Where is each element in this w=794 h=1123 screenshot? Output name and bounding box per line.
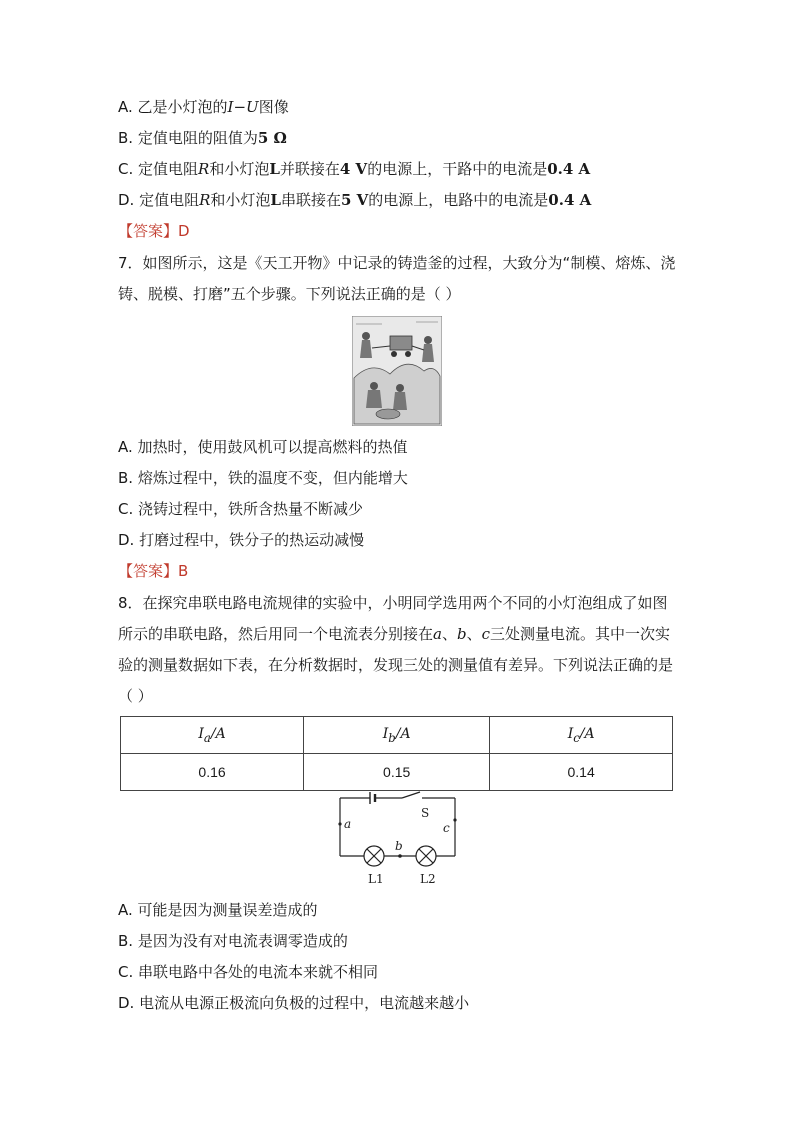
table-header-row	[121, 717, 673, 754]
point-a-dot	[338, 822, 341, 825]
ancient-casting-illustration	[352, 316, 442, 426]
q6-option-b-unit: 5 Ω	[257, 129, 287, 147]
q7-option-c: C. 浇铸过程中，铁所含热量不断减少	[118, 500, 364, 518]
q6-option-d-v: 5 V	[340, 191, 369, 209]
series-circuit-diagram	[330, 790, 465, 894]
q6-option-d-r: R	[199, 191, 211, 209]
value-ib: 0.15	[304, 754, 490, 791]
point-b-dot	[398, 854, 402, 858]
q8-option-d: D. 电流从电源正极流向负极的过程中，电流越来越小	[118, 994, 470, 1012]
value-ic: 0.14	[490, 754, 673, 791]
q6-option-c-v: 4 V	[339, 160, 368, 178]
header-ia: $I_a/A$	[121, 717, 304, 754]
q6-option-d-i: 0.4 A	[548, 191, 592, 209]
q6-option-c-l: L	[269, 160, 280, 178]
q6-option-c-mid2: 并联接在	[279, 160, 340, 178]
q6-option-c-mid1: 和小灯泡	[209, 160, 270, 178]
current-data-table	[120, 716, 673, 791]
q8-point-b: b	[456, 625, 467, 643]
value-ia: 0.16	[121, 754, 304, 791]
q7-option-b: B. 熔炼过程中，铁的温度不变，但内能增大	[118, 469, 408, 487]
label-switch: S	[421, 806, 430, 820]
label-l1: L1	[368, 872, 384, 886]
q6-option-b	[118, 128, 287, 148]
q8-option-a: A. 可能是因为测量误差造成的	[118, 901, 318, 919]
q8-option-b: B. 是因为没有对电流表调零造成的	[118, 932, 348, 950]
label-a: a	[344, 817, 352, 831]
q6-option-d	[118, 190, 591, 210]
q6-option-d-text: D. 定值电阻	[118, 191, 200, 209]
header-ib: $I_b/A$	[304, 717, 490, 754]
q6-option-b-text: B. 定值电阻的阻值为	[118, 129, 258, 147]
label-l2: L2	[420, 872, 436, 886]
q6-option-a-suffix: 图像	[258, 98, 289, 116]
q6-option-c	[118, 159, 590, 179]
q8-stem-part2: 三处测量电流。其中一次实验的测量数据如下表，在分析数据时，发现三处的测量值有差异。下列说法正确的是（ ）	[118, 625, 674, 705]
point-c-dot	[453, 818, 456, 821]
label-c: c	[443, 821, 450, 835]
q7-option-a: A. 加热时，使用鼓风机可以提高燃料的热值	[118, 438, 408, 456]
q6-option-c-r: R	[198, 160, 210, 178]
q6-option-d-mid3: 的电源上，电路中的电流是	[368, 191, 549, 209]
q7-stem: 7．如图所示，这是《天工开物》中记录的铸造釜的过程，大致分为“制模、熔炼、浇铸、脱模、打磨”五个步骤。下列说法正确的是（ ）	[118, 254, 676, 303]
q8-stem: 8．在探究串联电路电流规律的实验中，小明同学选用两个不同的小灯泡组成了如图所示的串联电路，然后用同一个电流表分别接在a、b、c三处测量电流。其中一次实验的测量数据如下表，在分析数据时，发现三处的测量值有差异。下列说法正确的是（ ）	[118, 594, 674, 705]
q8-option-c: C. 串联电路中各处的电流本来就不相同	[118, 963, 379, 981]
q6-option-c-text: C. 定值电阻	[118, 160, 199, 178]
q8-stem-part1: 8．在探究串联电路电流规律的实验中，小明同学选用两个不同的小灯泡组成了如图所示的串联电路，然后用同一个电流表分别接在	[118, 594, 668, 643]
header-ic: $I_c/A$	[490, 717, 673, 754]
q7-option-d: D. 打磨过程中，铁分子的热运动减慢	[118, 531, 365, 549]
q6-option-d-mid1: 和小灯泡	[210, 191, 271, 209]
q6-answer: 【答案】D	[118, 222, 190, 240]
q6-option-a	[118, 97, 289, 117]
q6-option-a-text: A. 乙是小灯泡的	[118, 98, 228, 116]
q6-option-c-mid3: 的电源上，干路中的电流是	[367, 160, 548, 178]
q7-answer: 【答案】B	[118, 562, 189, 580]
q6-option-c-i: 0.4 A	[547, 160, 591, 178]
label-b: b	[395, 839, 403, 853]
q6-option-d-l: L	[270, 191, 281, 209]
q8-point-a: a	[433, 625, 442, 643]
q8-point-c: c	[481, 625, 491, 643]
q6-option-d-mid2: 串联接在	[280, 191, 341, 209]
table-row	[121, 754, 673, 791]
q6-option-a-math: I−U	[227, 98, 259, 116]
